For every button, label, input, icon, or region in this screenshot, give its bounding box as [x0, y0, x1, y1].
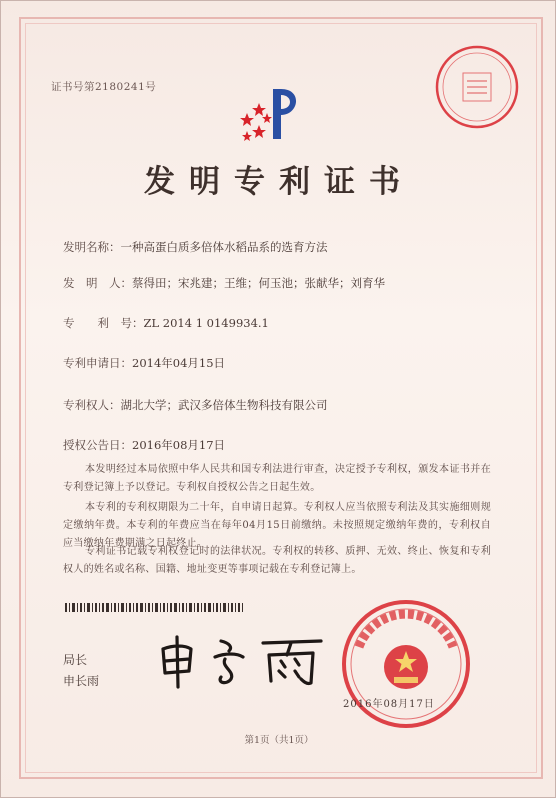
official-seal-bottom-icon	[339, 597, 473, 731]
certificate-number: 证书号第2180241号	[51, 81, 157, 93]
signatory-title: 局长	[63, 653, 88, 667]
inventors-value: 蔡得田；宋兆建；王维；何玉池；张献华；刘育华	[132, 276, 385, 290]
announcement-date-label: 授权公告日：	[63, 438, 132, 452]
handwritten-signature-icon	[151, 631, 351, 691]
signatory-name: 申长雨	[63, 674, 100, 688]
stamp-date: 2016年08月17日	[343, 699, 435, 710]
sipo-logo-icon	[233, 83, 303, 145]
patent-number-label: 专 利 号：	[63, 316, 144, 330]
body-paragraph: 本发明经过本局依照中华人民共和国专利法进行审查，决定授予专利权，颁发本证书并在专利登记簿上予以登记。专利权自授权公告之日起生效。	[63, 464, 491, 493]
patentee-value: 湖北大学；武汉多倍体生物科技有限公司	[120, 398, 328, 412]
announcement-date-value: 2016年08月17日	[132, 438, 226, 452]
application-date-row	[63, 355, 225, 371]
announcement-date-row	[63, 437, 225, 453]
inventors-label: 发 明 人：	[63, 276, 132, 290]
application-date-value: 2014年04月15日	[132, 356, 226, 370]
patentee-row	[63, 397, 328, 413]
page-footer: 第1页（共1页）	[244, 735, 314, 746]
patent-number-value: ZL 2014 1 0149934.1	[143, 316, 269, 330]
certificate-title: 发明专利证书	[144, 164, 414, 200]
application-date-label: 专利申请日：	[63, 356, 132, 370]
body-paragraph: 本专利的专利权期限为二十年，自申请日起算。专利权人应当依照专利法及其实施细则规定缴纳年费。本专利的年费应当在每年04月15日前缴纳。未按照规定缴纳年费的，专利权自应当缴纳年费期满之日起终止。	[63, 502, 491, 549]
invention-name-label: 发明名称：	[63, 240, 121, 254]
patent-number-row	[63, 315, 269, 331]
inventors-row	[63, 275, 385, 291]
patentee-label: 专利权人：	[63, 398, 121, 412]
barcode-icon	[65, 603, 243, 612]
body-paragraph: 专利证书记载专利权登记时的法律状况。专利权的转移、质押、无效、终止、恢复和专利权人的姓名或名称、国籍、地址变更等事项记载在专利登记簿上。	[63, 546, 491, 575]
invention-name-value: 一种高蛋白质多倍体水稻品系的选育方法	[120, 240, 328, 254]
official-seal-top-icon	[433, 43, 521, 131]
invention-name-row	[63, 239, 328, 255]
